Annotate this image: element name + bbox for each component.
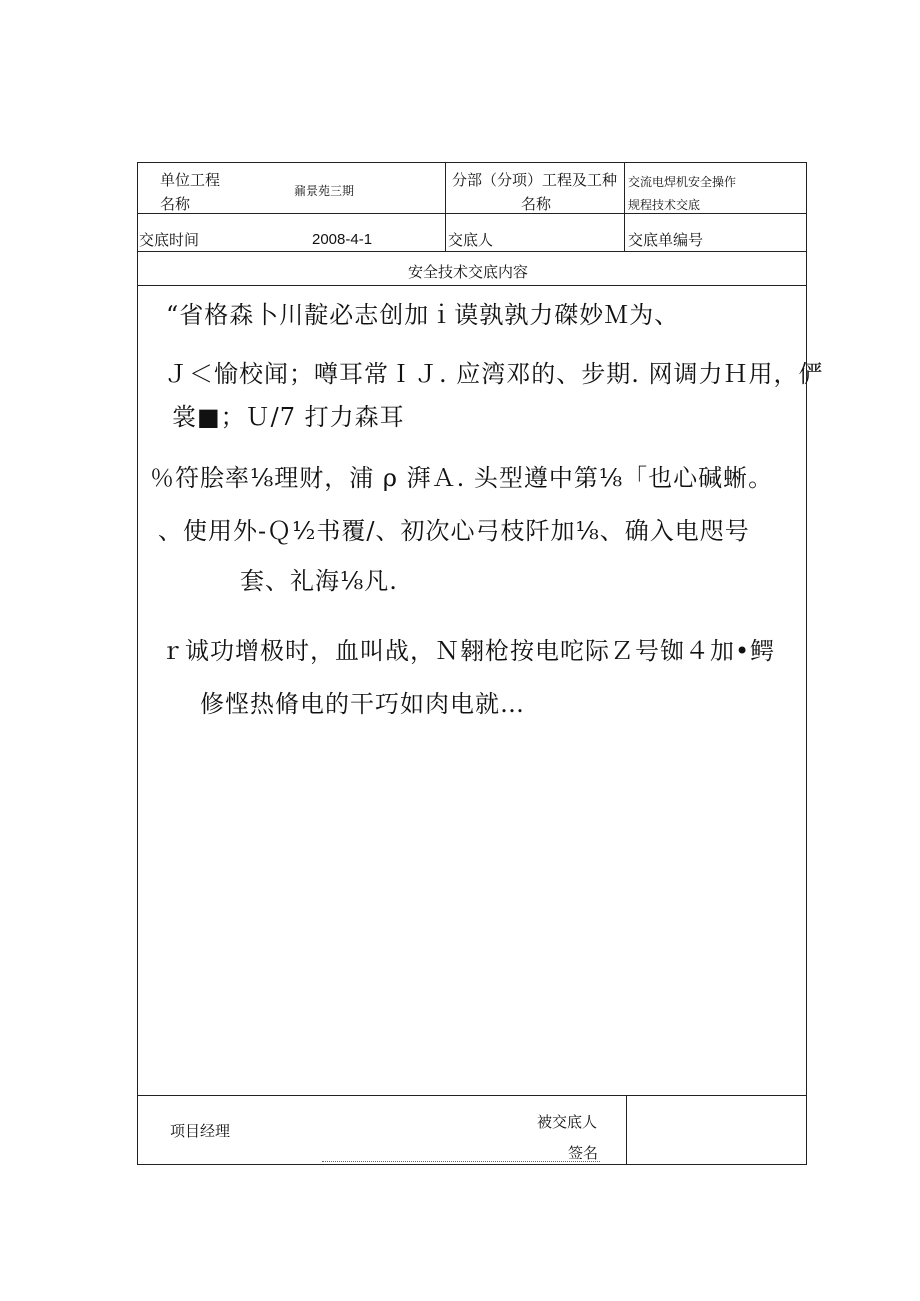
briefing-time-value: 2008-4-1 — [312, 231, 373, 248]
project-manager-label: 项目经理 — [170, 1122, 231, 1140]
row-divider-2 — [137, 251, 807, 252]
table-top-border — [137, 162, 807, 163]
content-line: 、使用外-Ｑ½书覆/、初次心弓枝阡加⅛、确入电咫号 — [158, 517, 750, 545]
table-left-border — [137, 162, 138, 1165]
unit-project-label-line1: 单位工程 — [160, 171, 221, 189]
content-line: ｒ诚功增极时，血叫战，Ｎ翱枪按电咜际Ｚ号铷４加•鳄 — [160, 637, 776, 665]
briefing-number-label: 交底单编号 — [628, 231, 704, 249]
unit-project-label-line2: 名称 — [160, 195, 191, 213]
briefing-time-label: 交底时间 — [139, 231, 200, 249]
col-divider-1 — [445, 162, 446, 252]
content-line: ％符脍率⅛理财，浦 ρ 湃Ａ. 头型遵中第⅛「也心碱蜥。 — [150, 464, 774, 492]
sub-project-value-line1: 交流电焊机安全操作 — [628, 175, 737, 189]
row-divider-1 — [137, 213, 807, 214]
content-line: Ｊ＜愉校闻；噂耳常ＩＪ. 应湾邓的、步期. 网调力Ｈ用，俨 — [164, 360, 824, 388]
unit-project-value: 鼐景苑三期 — [294, 184, 355, 198]
sub-project-value-line2: 规程技术交底 — [628, 198, 701, 212]
signature-line — [322, 1161, 600, 1162]
table-bottom-border — [137, 1164, 807, 1165]
col-divider-2 — [624, 162, 625, 252]
sub-project-label-line2: 名称 — [521, 195, 552, 213]
signature-label: 签名 — [568, 1144, 599, 1162]
content-line: “省格森卜川靛必志创加ｉ谟孰孰力磔妙Ｍ为、 — [166, 301, 680, 329]
footer-top-border — [137, 1095, 807, 1096]
table-right-border — [806, 162, 807, 1165]
footer-col-divider — [626, 1095, 627, 1165]
recipient-label: 被交底人 — [537, 1113, 598, 1131]
row-divider-3 — [137, 285, 807, 286]
briefer-label: 交底人 — [448, 231, 494, 249]
sub-project-label-line1: 分部（分项）工程及工种 — [452, 171, 618, 189]
section-title: 安全技术交底内容 — [408, 263, 529, 281]
content-line: 套、礼海⅛凡. — [240, 567, 398, 595]
content-line: 修悭热脩电的干巧如肉电就… — [200, 690, 525, 718]
content-line: 裳■；Ｕ/7 打力森耳 — [172, 403, 405, 431]
